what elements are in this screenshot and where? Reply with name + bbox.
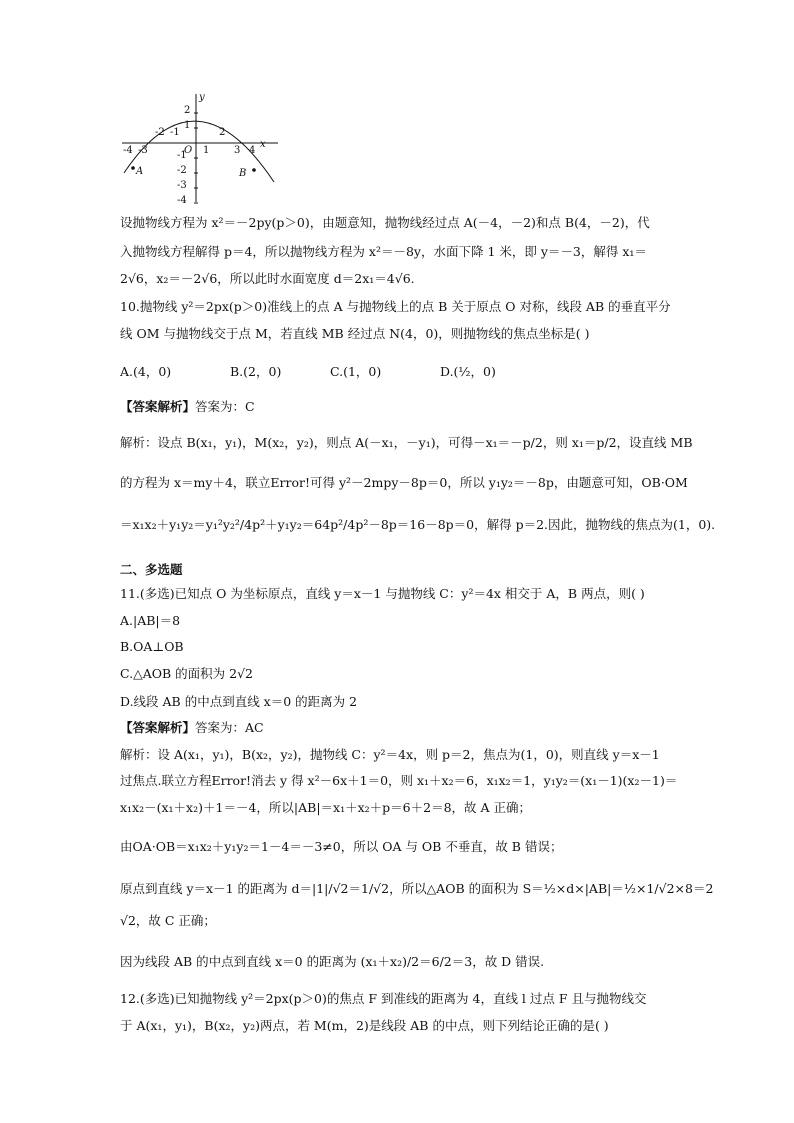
- answer-tag: 【答案解析】: [120, 399, 196, 414]
- x-tick-neg4: -4: [123, 145, 133, 156]
- y-tick-1: 1: [184, 120, 191, 131]
- y-tick-neg2: -2: [177, 165, 187, 176]
- x-axis-label: x: [260, 139, 266, 150]
- q10-option-c: C.(1，0): [330, 364, 382, 379]
- q11-solution-line-7: 因为线段 AB 的中点到直线 x＝0 的距离为 (x₁＋x₂)/2＝6/2＝3，故 D 错误.: [120, 954, 545, 969]
- q11-solution-line-2: 过焦点.联立方程Error!消去 y 得 x²－6x＋1＝0，则 x₁＋x₂＝6，x₁x₂＝1，y₁y₂＝(x₁－1)(x₂－1)＝: [120, 773, 678, 788]
- q11-solution-line-4: 由OA·OB＝x₁x₂＋y₁y₂＝1－4＝－3≠0，所以 OA 与 OB 不垂直，故 B 错误；: [120, 839, 563, 854]
- q10-stem-line-2: 线 OM 与抛物线交于点 M，若直线 MB 经过点 N(4，0)，则抛物线的焦点坐标是( ): [120, 326, 590, 341]
- y-tick-neg3: -3: [177, 180, 187, 191]
- x-tick-4: 4: [249, 145, 256, 156]
- q12-stem-line-2: 于 A(x₁，y₁)，B(x₂，y₂)两点，若 M(m，2)是线段 AB 的中点，则下列结论正确的是( ): [120, 1018, 609, 1033]
- y-tick-2: 2: [184, 105, 191, 116]
- q11-stem: 11.(多选)已知点 O 为坐标原点，直线 y＝x－1 与抛物线 C：y²＝4x 相交于 A，B 两点，则( ): [120, 586, 645, 601]
- q11-option-a: A.|AB|＝8: [120, 613, 181, 628]
- point-b: [252, 168, 256, 172]
- x-tick-neg3: -3: [138, 145, 148, 156]
- q10-solution-line-1: 解析：设点 B(x₁，y₁)，M(x₂，y₂)，则点 A(－x₁，－y₁)，可得－x₁＝－p/2，则 x₁＝p/2，设直线 MB: [120, 435, 693, 450]
- q10-option-a: A.(4，0): [120, 364, 172, 379]
- parabola-figure: [118, 90, 288, 210]
- q12-stem-line-1: 12.(多选)已知抛物线 y²＝2px(p＞0)的焦点 F 到准线的距离为 4，直线 l 过点 F 且与抛物线交: [120, 991, 647, 1006]
- q10-solution-line-3: ＝x₁x₂＋y₁y₂＝y₁²y₂²/4p²＋y₁y₂＝64p²/4p²－8p＝16－8p＝0，解得 p＝2.因此，抛物线的焦点为(1，0).: [120, 517, 716, 532]
- y-tick-neg4: -4: [177, 195, 187, 206]
- q11-answer: [120, 719, 264, 737]
- q9-solution-line-2: 入抛物线方程解得 p＝4，所以抛物线方程为 x²＝－8y，水面下降 1 米，即 y＝－3，解得 x₁＝: [120, 244, 647, 259]
- origin-label: O: [184, 145, 193, 156]
- x-tick-3: 3: [234, 145, 241, 156]
- q11-option-c: C.△AOB 的面积为 2√2: [120, 666, 253, 681]
- q11-option-b: B.OA⊥OB: [120, 639, 184, 654]
- q10-answer: [120, 398, 255, 416]
- q9-solution-line-1: 设抛物线方程为 x²＝－2py(p＞0)，由题意知，抛物线经过点 A(－4，－2)和点 B(4，－2)，代: [120, 215, 650, 230]
- q10-solution-line-2: 的方程为 x＝my＋4，联立Error!可得 y²－2mpy－8p＝0，所以 y₁y₂＝－8p，由题意可知，OB·OM: [120, 475, 688, 490]
- point-b-label: B: [239, 168, 247, 179]
- q11-solution-line-5: 原点到直线 y＝x－1 的距离为 d＝|1|/√2＝1/√2，所以△AOB 的面积为 S＝½×d×|AB|＝½×1/√2×8＝2: [120, 881, 714, 896]
- section-title: 二、多选题: [120, 562, 183, 577]
- point-a-label: A: [136, 166, 144, 177]
- q9-solution-line-3: 2√6，x₂＝－2√6，所以此时水面宽度 d＝2x₁＝4√6.: [120, 271, 415, 286]
- answer-tag: 【答案解析】: [120, 720, 196, 735]
- answer-text: 答案为：C: [195, 399, 255, 414]
- q11-solution-line-6: √2，故 C 正确；: [120, 913, 216, 928]
- x-tick-neg2: -2: [155, 127, 165, 138]
- q11-option-d: D.线段 AB 的中点到直线 x＝0 的距离为 2: [120, 694, 358, 709]
- x-tick-neg1: -1: [170, 127, 180, 138]
- answer-text: 答案为：AC: [195, 720, 264, 735]
- y-axis-label: y: [199, 92, 205, 103]
- y-tick-neg1: -1: [177, 150, 187, 161]
- q11-solution-line-3: x₁x₂－(x₁＋x₂)＋1＝－4，所以|AB|＝x₁＋x₂＋p＝6＋2＝8，故 A 正确；: [120, 800, 531, 815]
- q10-option-d: D.(½，0): [440, 364, 496, 379]
- x-tick-2: 2: [219, 127, 226, 138]
- q11-solution-line-1: 解析：设 A(x₁，y₁)，B(x₂，y₂)，抛物线 C：y²＝4x，则 p＝2，焦点为(1，0)，则直线 y＝x－1: [120, 747, 660, 762]
- point-a: [131, 166, 135, 170]
- x-tick-1: 1: [203, 145, 210, 156]
- q10-stem-line-1: 10.抛物线 y²＝2px(p＞0)准线上的点 A 与抛物线上的点 B 关于原点 O 对称，线段 AB 的垂直平分: [120, 299, 671, 314]
- q10-option-b: B.(2，0): [230, 364, 282, 379]
